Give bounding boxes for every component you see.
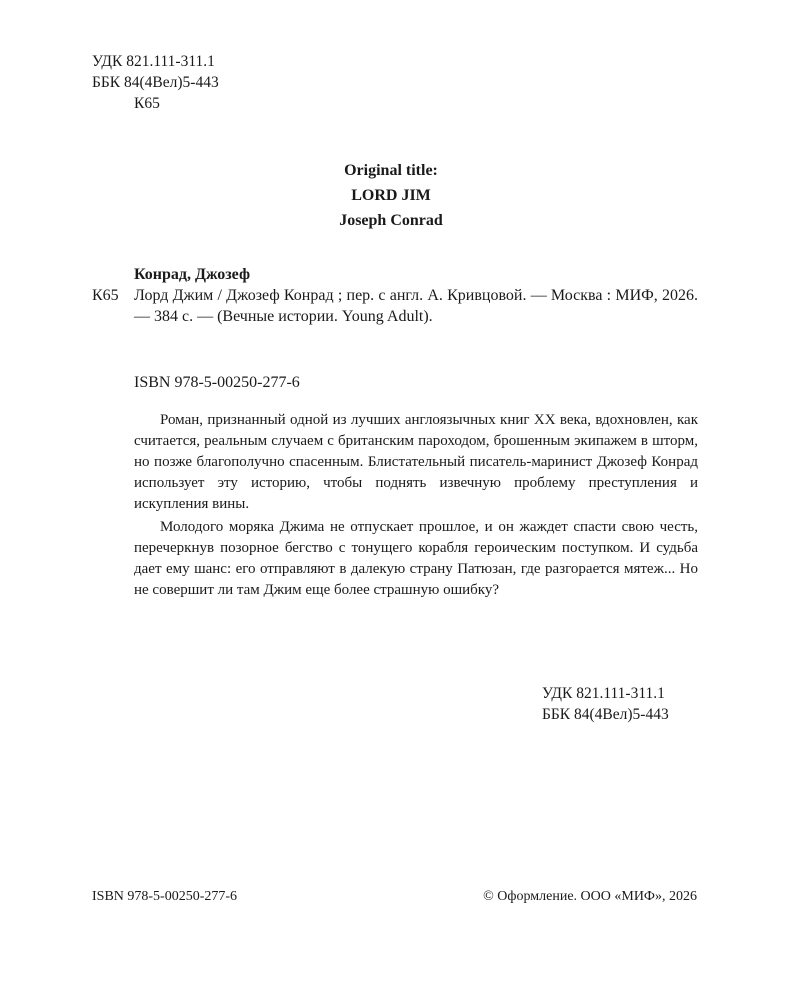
bottom-bbk-code: ББК 84(4Вел)5-443 xyxy=(542,706,669,723)
bottom-classification-codes xyxy=(542,683,669,725)
footer-isbn: ISBN 978-5-00250-277-6 xyxy=(92,889,238,904)
annotation xyxy=(134,410,698,601)
footer-copyright: © Оформление. ООО «МИФ», 2026 xyxy=(483,889,697,904)
bbk-code: ББК 84(4Вел)5-443 xyxy=(92,74,219,91)
original-title-block xyxy=(0,158,782,233)
author-mark: К65 xyxy=(134,95,160,112)
original-title-label: Original title: xyxy=(344,162,438,179)
classification-codes xyxy=(92,51,219,114)
catalog-entry xyxy=(92,264,698,327)
entry-author: Конрад, Джозеф xyxy=(134,266,251,283)
entry-bibliography-row xyxy=(92,285,698,327)
entry-author-mark: К65 xyxy=(92,287,119,304)
original-author: Joseph Conrad xyxy=(339,212,443,229)
entry-bibliography: Лорд Джим / Джозеф Конрад ; пер. с англ. А. Кривцовой. — Москва : МИФ, 2026. — 384 с. — (Вечные истории. Young Adult). xyxy=(134,287,698,325)
udk-code: УДК 821.111-311.1 xyxy=(92,53,215,70)
annotation-paragraph: Молодого моряка Джима не отпускает прошлое, и он жаждет спасти свою честь, перечеркнув позорное бегство с тонущего корабля героическим поступком. И судьба дает ему шанс: его отправляют в далекую страну Патюзан, где разгорается мятеж... Но не совершит ли там Джим еще более страшную ошибку? xyxy=(134,519,698,598)
bottom-udk-code: УДК 821.111-311.1 xyxy=(542,685,665,702)
isbn: ISBN 978-5-00250-277-6 xyxy=(134,374,300,391)
annotation-paragraph: Роман, признанный одной из лучших англоязычных книг XX века, вдохновлен, как считается, реальным случаем с британским пароходом, брошенным экипажем в шторм, но позже благополучно спасенным. Блистательный писатель-маринист Джозеф Конрад использует эту историю, чтобы поднять извечную проблему преступления и искупления вины. xyxy=(134,412,698,512)
original-title: LORD JIM xyxy=(351,187,431,204)
